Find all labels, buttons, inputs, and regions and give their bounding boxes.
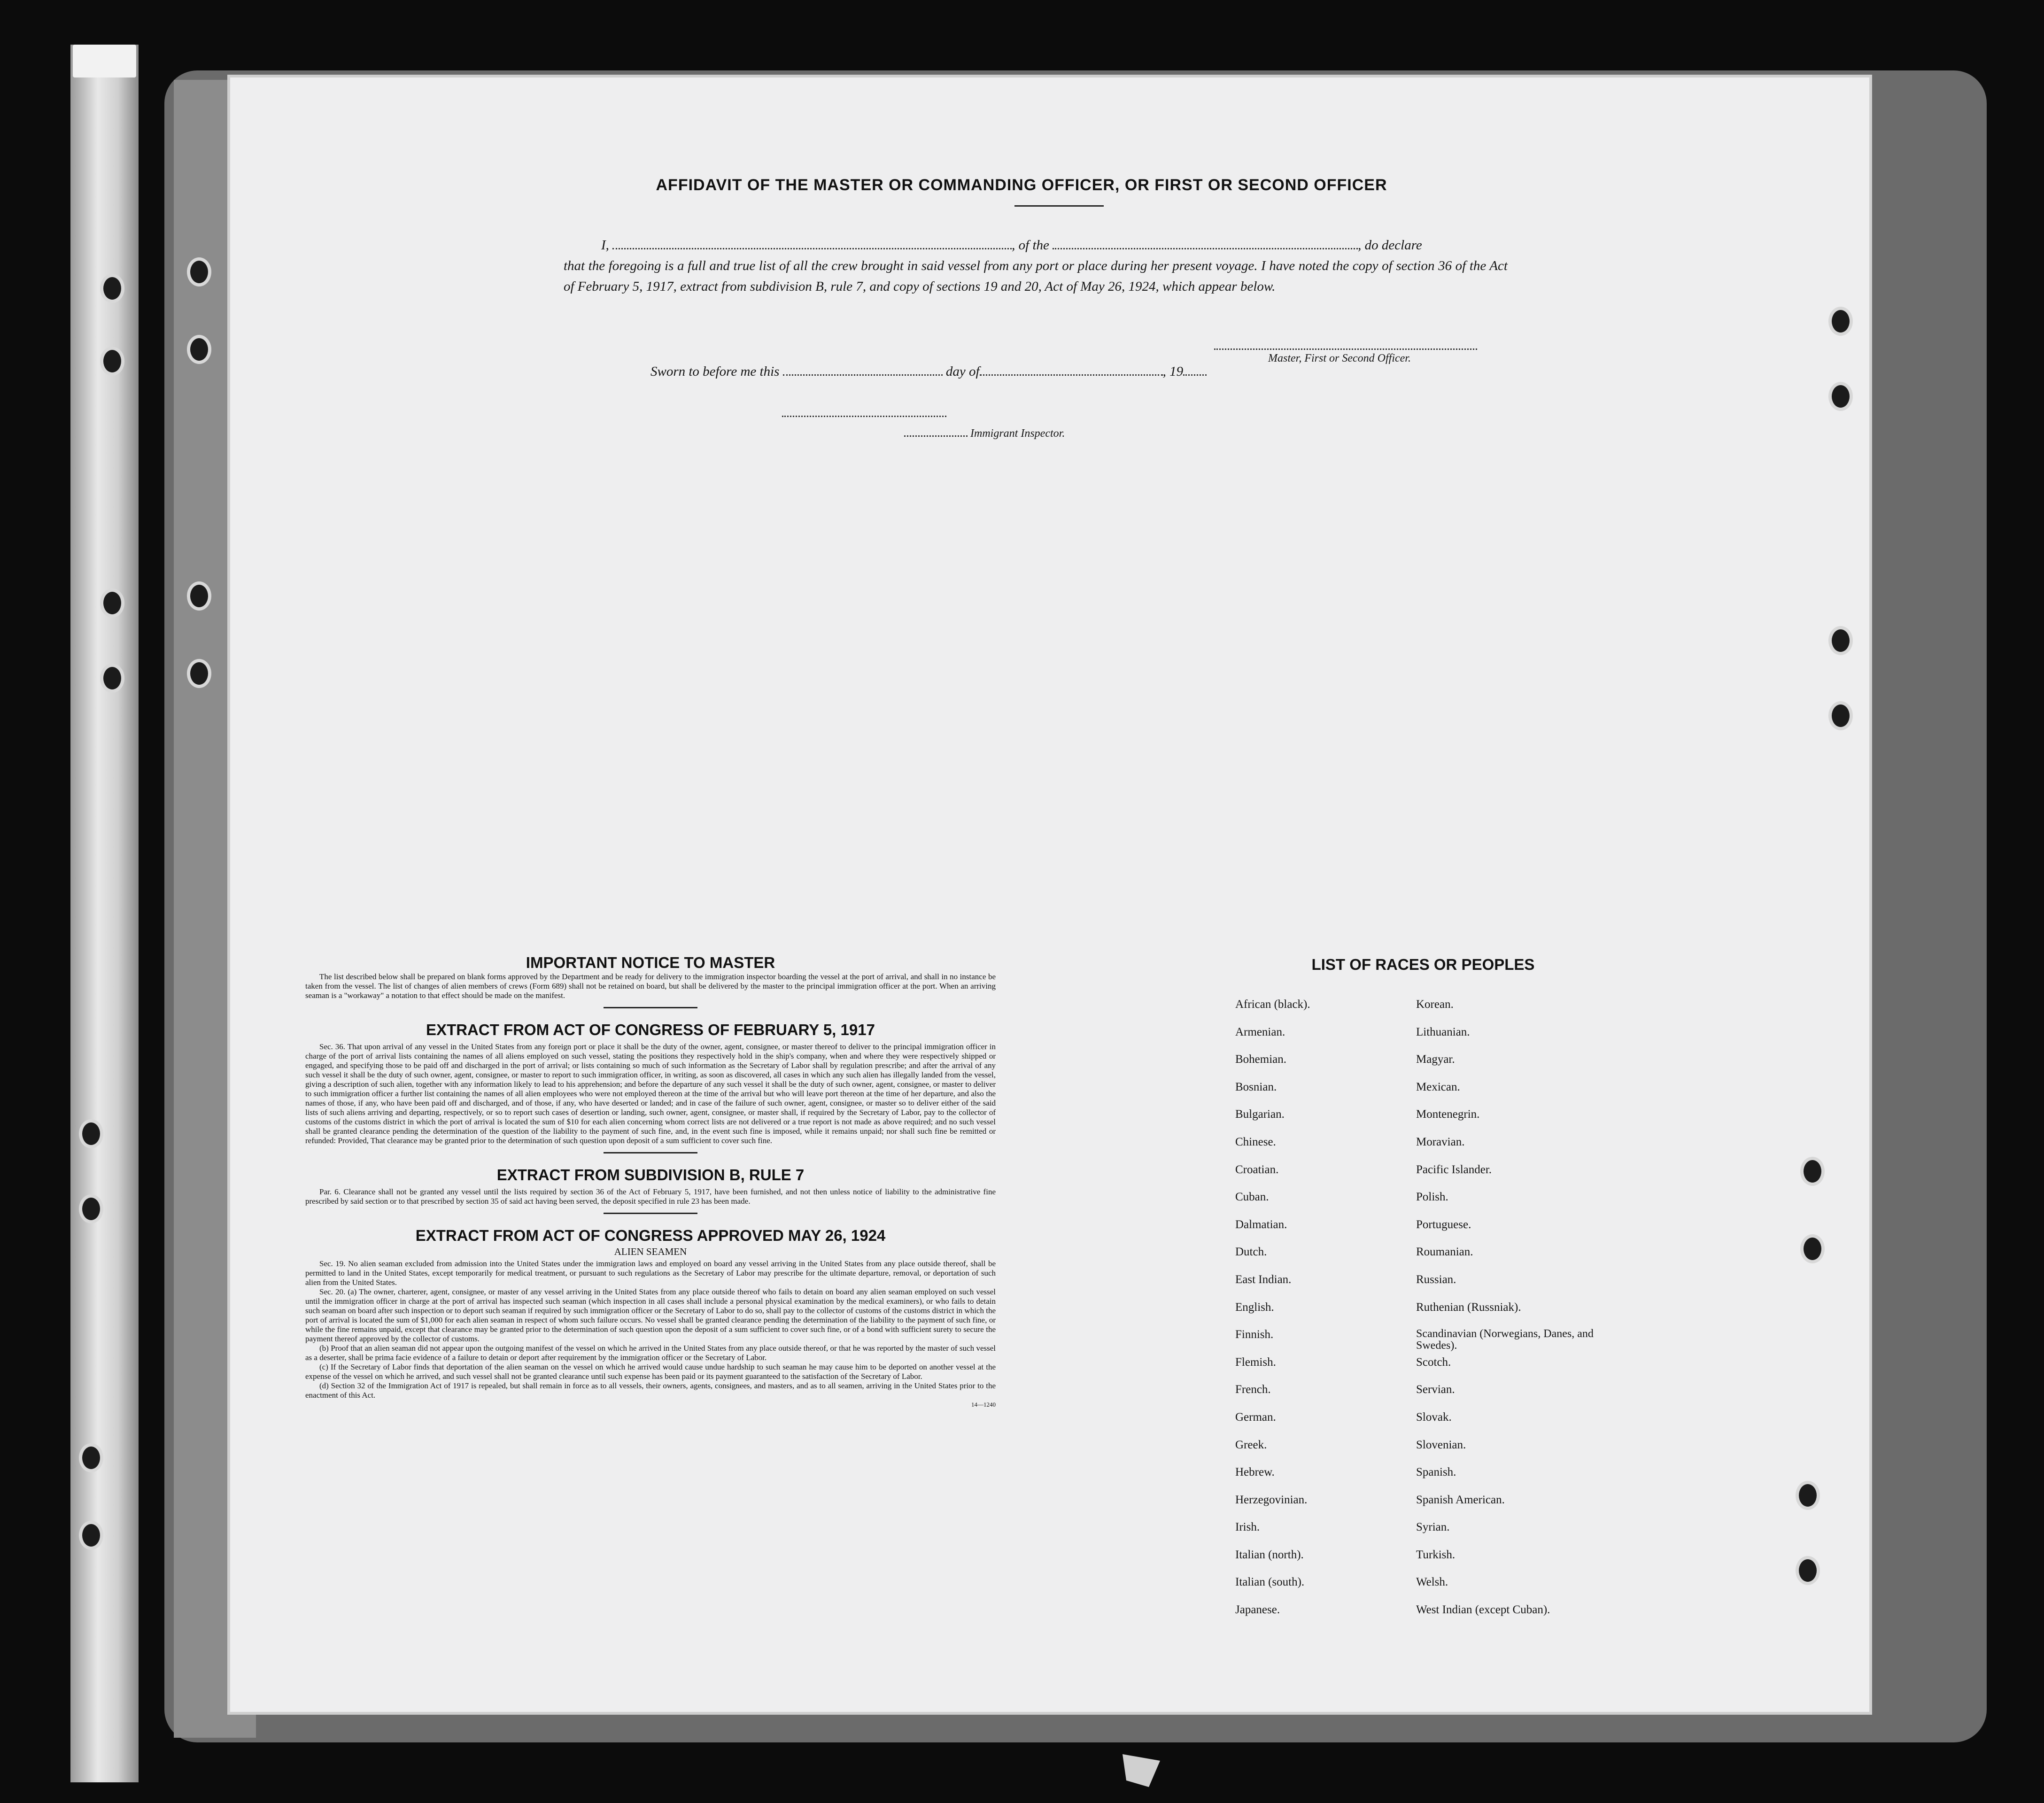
binder-hole: [190, 261, 208, 283]
race-item: Montenegrin.: [1416, 1108, 1480, 1121]
race-item: Bohemian.: [1235, 1053, 1287, 1066]
race-item: Hebrew.: [1235, 1466, 1275, 1479]
binder-tab: [1123, 1754, 1160, 1787]
affidavit-i: I,: [601, 238, 609, 253]
binder-hole: [1799, 1484, 1817, 1507]
race-item: Irish.: [1235, 1521, 1260, 1534]
race-item: East Indian.: [1235, 1273, 1292, 1286]
notice-text: The list described below shall be prepared on blank forms approved by the Department and be ready for delivery to the immigration inspector boarding the vessel at the port of arrival, and shall in no instance be taken from the vessel. The list of changes of alien members of crews (Form 689) shall not be retained on board, but shall be delivered by the master to the principal immigration officer at the port. When an arriving seaman is a "workaway" a notation to that effect should be made on the manifest.: [305, 972, 996, 1000]
race-item: Scandinavian (Norwegians, Danes, and Swedes).: [1416, 1328, 1594, 1352]
races-list: [1235, 998, 1611, 1631]
binder-hole: [1832, 310, 1850, 333]
race-item: Slovak.: [1416, 1410, 1452, 1424]
sec20a-text: Sec. 20. (a) The owner, charterer, agent, consignee, or master of any vessel arriving in the United States from any place outside thereof who fails to detain on board any alien seaman employed on such vessel until the immigration officer in charge at the port of arrival has inspected such seaman (which inspection in all cases shall include a personal physical examination by the medical examiners), or who fails to detain such seaman on board after such inspection or to deport such seaman if required by such immigration officer or the Secretary of Labor to do so, shall pay to the collector of customs of the customs district in which the port of arrival is located the sum of $1,000 for each alien seaman in respect of whom such failure occurs. No vessel shall be granted clearance pending the determination of the liability to the payment of such fine, or while the fine remains unpaid, except that clearance may be granted prior to the determination of such question upon the deposit of a sum sufficient to cover such fine, or of a bond with sufficient surety to secure the payment thereof approved by the collector of customs.: [305, 1287, 996, 1343]
section-divider: [604, 1213, 697, 1214]
binder-hole: [103, 350, 121, 372]
master-signature-line[interactable]: [1214, 348, 1477, 350]
race-item: Bosnian.: [1235, 1080, 1277, 1093]
binder-hole: [82, 1198, 100, 1220]
binder-hole: [1799, 1559, 1817, 1582]
race-item: Slovenian.: [1416, 1438, 1466, 1451]
race-item: Greek.: [1235, 1438, 1267, 1451]
affidavit-statement: [564, 235, 1508, 297]
declarant-line: [601, 235, 1508, 255]
binder-hole: [103, 277, 121, 300]
binder-hole: [190, 338, 208, 361]
inspector-signature-line[interactable]: [782, 416, 946, 417]
affidavit-body-text: that the foregoing is a full and true list of all the crew brought in said vessel from any port or place during her present voyage. I have noted the copy of section 36 of the Act of February 5, 1917, extract from subdivision B, rule 7, and copy of sections 19 and 20, Act of May 26, 1924, which appear below.: [564, 258, 1508, 294]
race-item: Welsh.: [1416, 1576, 1448, 1589]
race-item: Croatian.: [1235, 1163, 1279, 1176]
sworn-prefix: Sworn to before me this: [650, 364, 780, 379]
race-item: Lithuanian.: [1416, 1025, 1470, 1038]
binder-hole: [190, 662, 208, 685]
binder-hole: [1804, 1238, 1821, 1260]
race-item: Bulgarian.: [1235, 1108, 1285, 1121]
races-title: LIST OF RACES OR PEOPLES: [1311, 956, 1535, 973]
extract-1917-text: Sec. 36. That upon arrival of any vessel in the United States from any foreign port or place it shall be the duty of the owner, agent, consignee, or master thereof to deliver to the principal immigration officer in charge of the port of arrival lists containing the names of all aliens employed on such vessel, stating the positions they respectively hold in the ship's company, when and where they were respectively shipped or engaged, and specifying those to be paid off and discharged in the port of arrival; or lists containing so much of such information as the Secretary of Labor shall by regulation prescribe; and after the arrival of any such vessel it shall be the duty of such owner, agent, consignee, or master to report to such immigration officer, in writing, as soon as discovered, all cases in which any such alien has illegally landed from the vessel, giving a description of such alien, together with any information likely to lead to his apprehension; and before the departure of any such vessel it shall be the duty of such owner, agent, consignee, or master to deliver to such immigration officer a further list containing the names of all alien employees who were not employed thereon at the time of the arrival but who will leave port thereon at the time of her departure, and also the names of those, if any, who have been paid off and discharged, and of those, if any, who have deserted or landed; and in case of the failure of such owner, agent, consignee, or master so to deliver either of the said lists of such aliens arriving and departing, respectively, or so to report such cases of desertion or landing, such owner, agent, consignee, or master shall, if required by the Secretary of Labor, pay to the collector of customs of the customs district in which the port of arrival is located the sum of $10 for each alien concerning whom correct lists are not delivered or a true report is not made as above required; and no such vessel shall be granted clearance pending the determination of the question of the liability to the payment of such fine, and, in the event such fine is imposed, while it remains unpaid; nor shall such fine be remitted or refunded: Provided, That clearance may be granted prior to the determination of such question upon deposit of a sum sufficient to cover such fine.: [305, 1042, 996, 1145]
race-item: Dalmatian.: [1235, 1218, 1287, 1231]
race-item: Russian.: [1416, 1273, 1456, 1286]
section-divider: [604, 1007, 697, 1008]
extract-rule7-text: Par. 6. Clearance shall not be granted any vessel until the lists required by section 36 of the Act of February 5, 1917, have been furnished, and not then unless notice of liability to the administrative fine prescribed by said section or to that prescribed by section 35 of said act having been served, the deposit specified in rule 23 has been made.: [305, 1187, 996, 1206]
race-item: African (black).: [1235, 998, 1310, 1011]
race-item: Herzegovinian.: [1235, 1493, 1308, 1506]
binder-hole: [82, 1524, 100, 1547]
race-item: Italian (south).: [1235, 1576, 1305, 1589]
race-item: Cuban.: [1235, 1191, 1269, 1204]
race-item: German.: [1235, 1410, 1276, 1424]
notice-column: [305, 953, 996, 1409]
extract-1917-title: EXTRACT FROM ACT OF CONGRESS OF FEBRUARY 5, 1917: [426, 1021, 875, 1038]
affidavit-of-the: , of the: [1012, 238, 1049, 253]
race-item: Spanish American.: [1416, 1493, 1505, 1506]
race-item: English.: [1235, 1300, 1274, 1314]
sec20c-text: (c) If the Secretary of Labor finds that deportation of the alien seaman on the vessel on which he arrived would cause undue hardship to such seaman he may cause him to be deported on another vessel at the expense of the vessel on which he arrived, and such vessel shall not be granted clearance until such expense has been paid or its payment guaranteed to the satisfaction of the Secretary of Labor.: [305, 1362, 996, 1381]
race-item: Dutch.: [1235, 1246, 1267, 1259]
race-item: Magyar.: [1416, 1053, 1455, 1066]
race-item: Mexican.: [1416, 1080, 1460, 1093]
race-item: Ruthenian (Russniak).: [1416, 1300, 1521, 1314]
race-item: Italian (north).: [1235, 1548, 1304, 1561]
vessel-name-field[interactable]: [1053, 248, 1358, 249]
race-item: Servian.: [1416, 1383, 1455, 1396]
year-prefix: , 19: [1162, 364, 1184, 379]
section-divider: [604, 1152, 697, 1153]
sworn-day-field[interactable]: [783, 374, 943, 376]
binder-hole: [103, 592, 121, 614]
race-item: Turkish.: [1416, 1548, 1456, 1561]
inspector-dots: [904, 435, 968, 437]
binder-hole: [1832, 629, 1850, 652]
binder-hole: [103, 667, 121, 689]
race-item: Polish.: [1416, 1191, 1448, 1204]
race-item: Flemish.: [1235, 1355, 1276, 1369]
affidavit-declare: , do declare: [1358, 238, 1422, 253]
binder-hole: [1804, 1160, 1821, 1183]
race-item: Armenian.: [1235, 1025, 1285, 1038]
race-item: Chinese.: [1235, 1135, 1276, 1148]
inspector-line: [904, 427, 1065, 440]
race-item: Roumanian.: [1416, 1246, 1473, 1259]
binder-hole: [190, 585, 208, 607]
sec20b-text: (b) Proof that an alien seaman did not appear upon the outgoing manifest of the vessel on which he arrived in the United States from any place outside thereof, or that he was reported by the master of such vessel as a deserter, shall be prima facie evidence of a failure to detain or deport after requirement by the immigration officer or the Secretary of Labor.: [305, 1344, 996, 1362]
extract-rule7-title: EXTRACT FROM SUBDIVISION B, RULE 7: [496, 1166, 805, 1184]
binder-hole: [82, 1447, 100, 1469]
race-item: Portuguese.: [1416, 1218, 1471, 1231]
race-item: Finnish.: [1235, 1328, 1274, 1341]
binder-hole: [82, 1122, 100, 1145]
race-item: Spanish.: [1416, 1466, 1456, 1479]
race-item: Pacific Islander.: [1416, 1163, 1492, 1176]
binder-spine: [70, 45, 139, 1782]
sworn-month-field[interactable]: [980, 374, 1163, 376]
sec20d-text: (d) Section 32 of the Immigration Act of 1917 is repealed, but shall remain in force as to all vessels, their owners, agents, consignees, and masters, and as to all seamen, arriving in the United States prior to the enactment of this Act.: [305, 1381, 996, 1400]
race-item: West Indian (except Cuban).: [1416, 1603, 1550, 1617]
sworn-year-field[interactable]: [1183, 374, 1207, 376]
race-item: Korean.: [1416, 998, 1454, 1011]
binder-spine-cap: [73, 45, 136, 77]
binder-hole: [1832, 385, 1850, 408]
sworn-line: [650, 364, 1207, 379]
inspector-label: Immigrant Inspector.: [970, 427, 1065, 440]
document-page: [230, 77, 1869, 1712]
race-item: Japanese.: [1235, 1603, 1280, 1617]
race-item: Scotch.: [1416, 1355, 1451, 1369]
form-number: 14—1240: [971, 1401, 996, 1408]
day-of-label: day of: [945, 364, 980, 379]
race-item: Syrian.: [1416, 1521, 1450, 1534]
alien-seamen-heading: ALIEN SEAMEN: [614, 1246, 687, 1257]
race-item: Moravian.: [1416, 1135, 1465, 1148]
notice-title: IMPORTANT NOTICE TO MASTER: [526, 954, 775, 971]
affidavit-title: AFFIDAVIT OF THE MASTER OR COMMANDING OFFICER, OR FIRST OR SECOND OFFICER: [656, 176, 1387, 194]
sec19-text: Sec. 19. No alien seaman excluded from admission into the United States under the immigration laws and employed on board any vessel arriving in the United States from any place outside thereof, shall be permitted to land in the United States, except temporarily for medical treatment, or pursuant to such regulations as the Secretary of Labor may prescribe for the ultimate departure, removal, or deportation of such alien from the United States.: [305, 1259, 996, 1287]
race-item: French.: [1235, 1383, 1271, 1396]
master-label: Master, First or Second Officer.: [1268, 352, 1411, 364]
extract-1924-title: EXTRACT FROM ACT OF CONGRESS APPROVED MAY 26, 1924: [415, 1227, 886, 1244]
binder-hole: [1832, 704, 1850, 727]
title-underline: [1014, 205, 1104, 207]
declarant-name-field[interactable]: [612, 248, 1012, 249]
